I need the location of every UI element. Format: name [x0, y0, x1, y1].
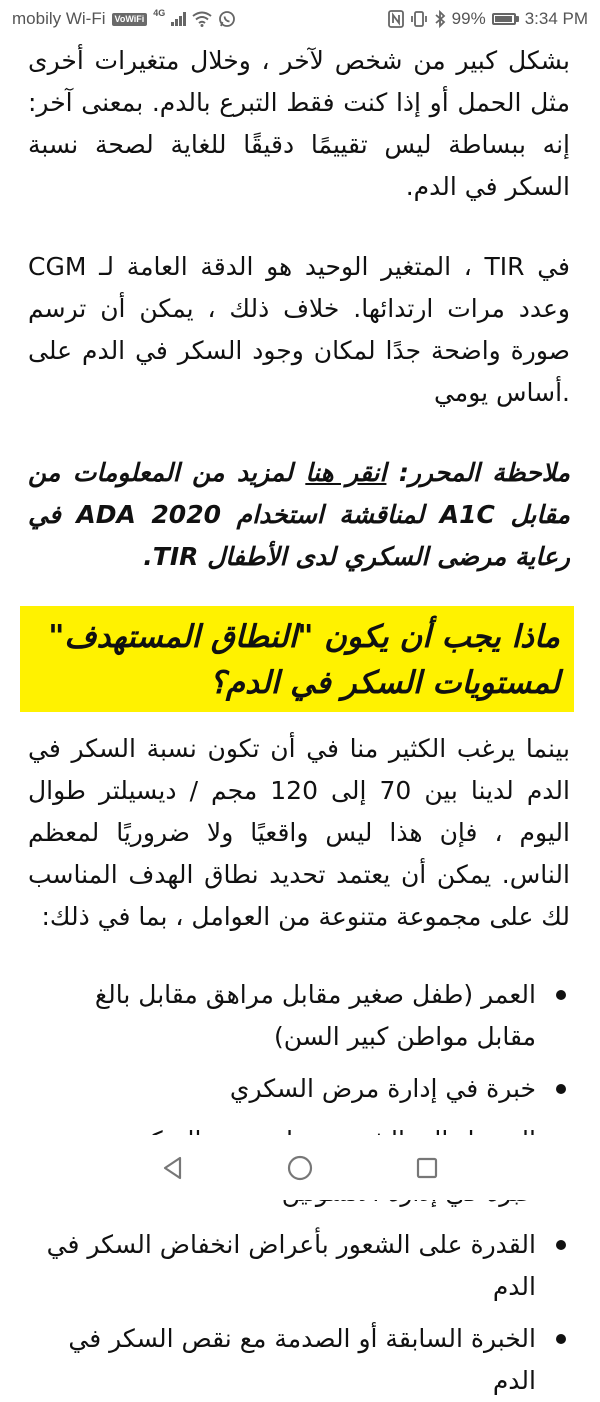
list-item [28, 1068, 570, 1110]
bullet-icon [556, 990, 566, 1000]
home-button[interactable] [276, 1144, 324, 1192]
status-left [12, 9, 236, 29]
list-item-text: القدرة على الشعور بأعراض انخفاض السكر في الدم [46, 1230, 536, 1301]
article-content[interactable] [0, 38, 600, 1395]
editor-note-prefix: ملاحظة المحرر: [386, 458, 570, 487]
article-paragraph: بشكل كبير من شخص لآخر ، وخلال متغيرات أخرى مثل الحمل أو إذا كنت فقط التبرع بالدم. بمعنى آخر: إنه ببساطة ليس تقييمًا دقيقًا للغاية لصحة نسبة السكر في الدم. [28, 46, 570, 201]
status-right [388, 9, 588, 29]
whatsapp-icon [218, 10, 236, 28]
wifi-icon [192, 11, 212, 27]
bluetooth-icon [434, 10, 446, 28]
list-item [28, 1224, 570, 1308]
article-paragraph: CGM المتغير الوحيد هو الدقة العامة لـ ، TIR في وعدد مرات ارتدائها. خلاف ذلك ، يمكن أن ترسم صورة واضحة جدًا لمكان وجود السكر في الدم على أساس يومي. [28, 252, 570, 407]
editor-note [28, 452, 570, 578]
list-item [28, 1318, 570, 1402]
list-item-text: الخبرة السابقة أو الصدمة مع نقص السكر في الدم [68, 1324, 536, 1395]
back-triangle-icon [160, 1155, 186, 1181]
navigation-bar [0, 1135, 600, 1200]
list-item-text: خبرة في إدارة مرض السكري [229, 1074, 536, 1103]
vibrate-icon [410, 10, 428, 28]
recents-square-icon [415, 1156, 439, 1180]
vowifi-badge: VoWiFi [112, 13, 148, 26]
editor-note-text: لمزيد من المعلومات من مقابل A1C لمناقشة استخدام ADA 2020 في رعاية مرضى السكري لدى الأطفال TIR. [28, 458, 571, 571]
recents-button[interactable] [403, 1144, 451, 1192]
carrier-label: mobily Wi-Fi [12, 9, 106, 28]
bullet-icon [556, 1084, 566, 1094]
network-type: 4G [153, 8, 166, 18]
battery-icon [492, 13, 519, 25]
clock: 3:34 PM [524, 9, 588, 28]
click-here-link[interactable]: انقر هنا [305, 458, 387, 487]
home-circle-icon [286, 1154, 314, 1182]
nfc-icon [388, 10, 404, 28]
list-item [28, 974, 570, 1058]
signal-icon [171, 12, 186, 26]
battery-percent: 99% [451, 9, 486, 28]
section-heading: ماذا يجب أن يكون "النطاق المستهدف" لمستويات السكر في الدم؟ [48, 619, 560, 701]
status-bar [0, 0, 600, 38]
list-item-text: العمر (طفل صغير مقابل مراهق مقابل بالغ مقابل مواطن كبير السن) [94, 980, 536, 1051]
back-button[interactable] [149, 1144, 197, 1192]
article-paragraph: بينما يرغب الكثير منا في أن تكون نسبة السكر في الدم لدينا بين 70 إلى 120 مجم / ديسيلتر طوال اليوم ، فإن هذا ليس واقعيًا ولا ضروريًا لمعظم الناس. يمكن أن يعتمد تحديد نطاق الهدف المناسب لك على مجموعة متنوعة من العوامل ، بما في ذلك: [28, 734, 570, 931]
bullet-icon [556, 1334, 566, 1344]
battery-fill [495, 16, 513, 22]
bullet-icon [556, 1240, 566, 1250]
section-heading-highlight [20, 606, 574, 712]
